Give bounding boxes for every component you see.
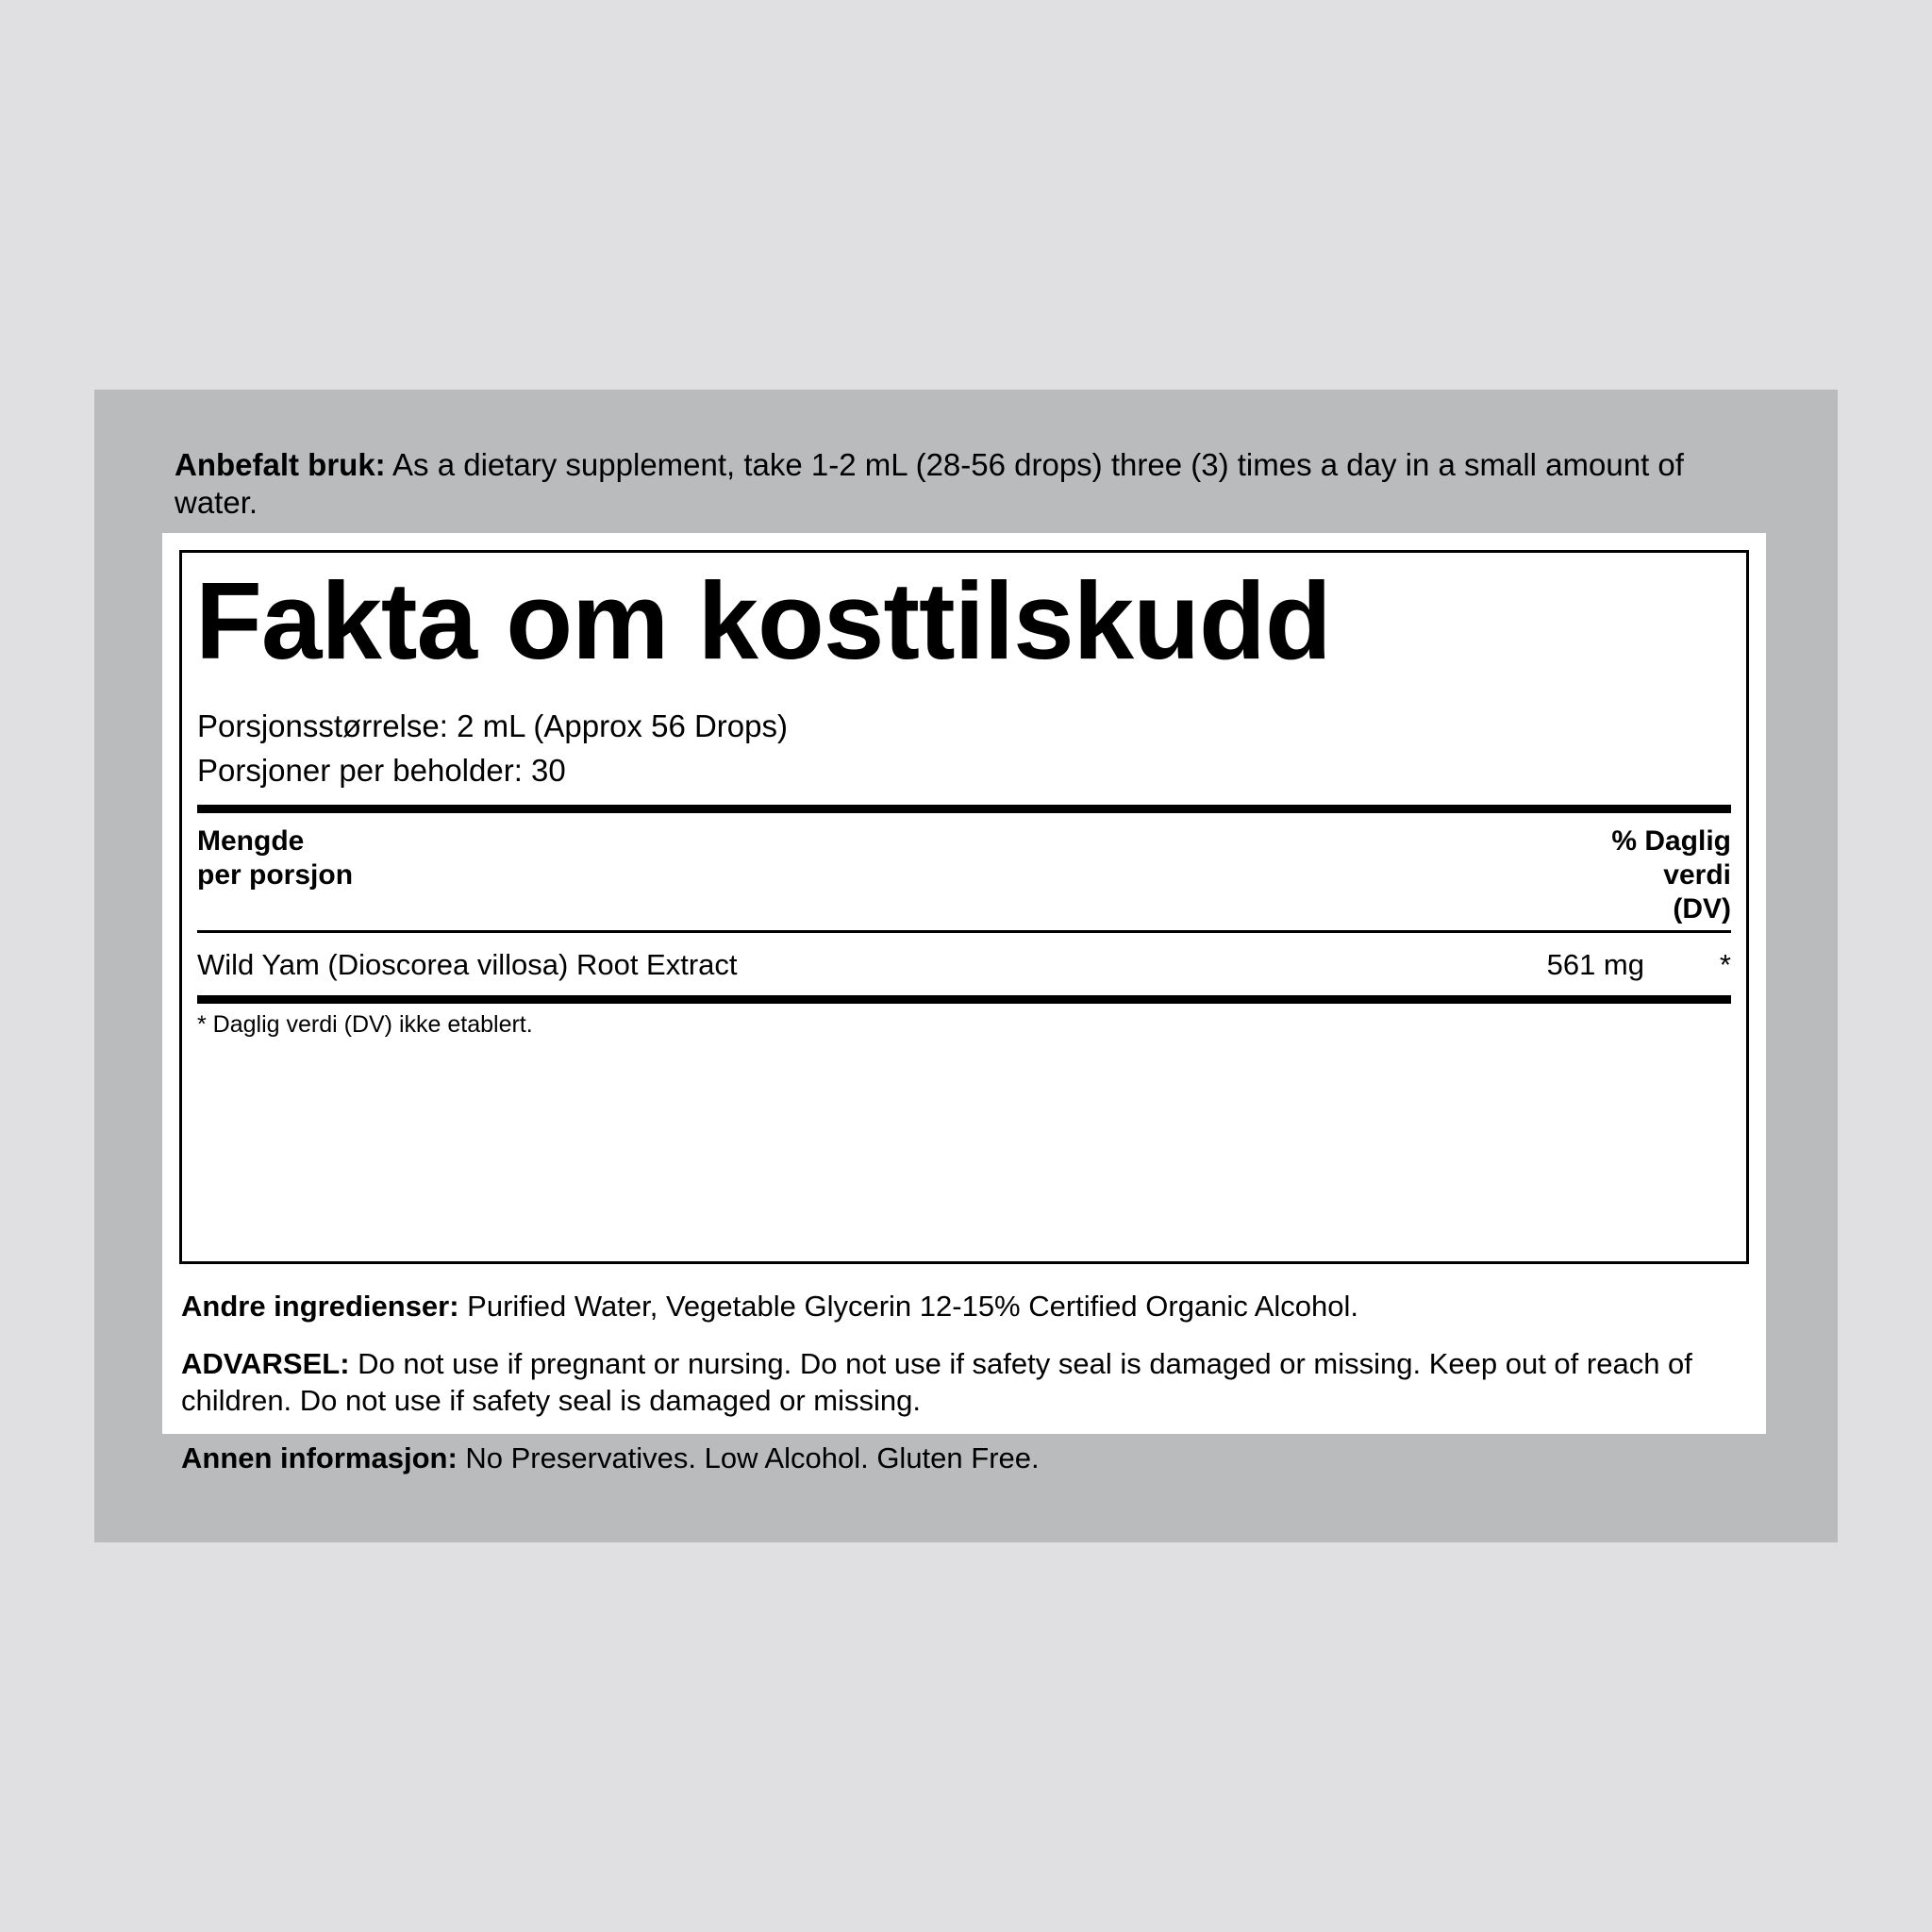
amount-header-line2: per porsjon	[197, 858, 354, 891]
other-ingredients-label: Andre ingredienser:	[181, 1290, 459, 1323]
amount-header-left	[197, 824, 353, 892]
supplement-facts-panel	[162, 533, 1766, 1475]
nutrient-daily-value: *	[1719, 947, 1731, 981]
supplement-facts-title: Fakta om kosttilskudd	[195, 559, 1331, 682]
nutrient-rows	[197, 933, 1731, 995]
amount-header-line1: Mengde	[197, 824, 305, 857]
divider-thick-bottom	[197, 995, 1731, 1004]
other-information-text: No Preservatives. Low Alcohol. Gluten Free.	[457, 1441, 1040, 1475]
recommended-use-block	[175, 446, 1759, 523]
warning-paragraph	[181, 1345, 1738, 1419]
other-information-label: Annen informasjon:	[181, 1441, 458, 1475]
nutrient-amount: 561 mg	[1546, 947, 1644, 981]
divider-thick-top	[197, 805, 1731, 813]
other-ingredients-text: Purified Water, Vegetable Glycerin 12-15% Certified Organic Alcohol.	[458, 1290, 1359, 1323]
serving-size-line: Porsjonsstørrelse: 2 mL (Approx 56 Drops)	[197, 708, 788, 744]
warning-label: ADVARSEL:	[181, 1347, 350, 1381]
nutrient-name: Wild Yam (Dioscorea villosa) Root Extract	[197, 947, 738, 981]
warning-text: Do not use if pregnant or nursing. Do not use if safety seal is damaged or missing. Keep out of reach of children. Do not use if safety seal is damaged or missing.	[181, 1347, 1692, 1418]
daily-value-footnote: * Daglig verdi (DV) ikke etablert.	[197, 1010, 533, 1038]
recommended-use-label: Anbefalt bruk:	[175, 447, 386, 482]
table-row	[197, 933, 1731, 995]
other-information-paragraph	[181, 1440, 1738, 1476]
daily-value-header	[1611, 824, 1731, 926]
dv-header-line2: verdi	[1663, 858, 1731, 891]
supplement-facts-box	[179, 550, 1749, 1264]
servings-per-container-line: Porsjoner per beholder: 30	[197, 753, 566, 789]
other-ingredients-paragraph	[181, 1288, 1738, 1324]
label-bottom-text	[181, 1288, 1738, 1497]
dv-header-line1: % Daglig	[1611, 824, 1731, 857]
recommended-use-text: As a dietary supplement, take 1-2 mL (28-56 drops) three (3) times a day in a small amount of water.	[175, 447, 1684, 521]
amount-per-serving-header	[197, 813, 1731, 930]
supplement-label-card	[94, 390, 1838, 1542]
dv-header-line3: (DV)	[1673, 892, 1731, 924]
